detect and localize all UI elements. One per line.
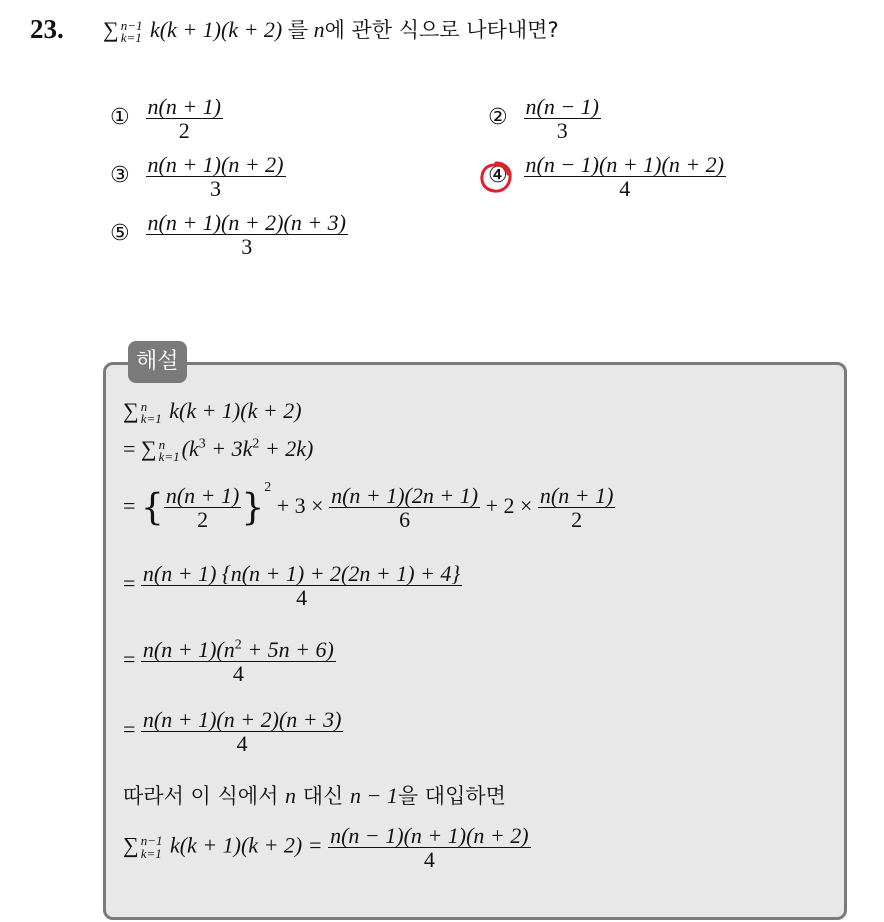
question-text [103,14,559,44]
solution-line-5: = $\frac{n(n + 1)(n^2 + 5n + 6)}{4}$ [123,637,334,687]
solution-line-7: 따라서 이 식에서 n 대신 n − 1을 대입하면 [123,783,506,808]
answer-circle-icon [478,159,514,195]
option-1[interactable] [110,95,223,142]
option-3-mark: ③ [110,162,130,188]
solution-line-6: = $\frac{n(n + 1)(n + 2)(n + 3)}{4}$ [123,707,342,757]
question-expression: k(k + 1)(k + 2) [149,17,283,42]
option-5[interactable] [110,211,348,258]
solution-line-1: ∑ n k=1 k(k + 1)(k + 2) [123,398,302,426]
solution-line-8: ∑ n−1 k=1 k(k + 1)(k + 2) = $\frac{n(n - 1)(n + 1)(n + 2)}{4}$ [123,823,529,873]
solution-line-3: = { $\frac{n(n + 1)}{2}$ }$^2$ + 3 × $\frac{n(n + 1)(2n + 1)}{6}$ + 2 × $\frac{n(n + 1)}{2}$ [123,480,614,533]
sigma-limits: n−1 k=1 [120,17,143,45]
solution-line-4: = $\frac{n(n + 1) \{n(n + 1) + 2(2n + 1) + 4\}}{4}$ [123,561,461,611]
option-3[interactable] [110,153,286,200]
option-5-mark: ⑤ [110,220,130,246]
option-1-fraction: $\frac{n(n + 1)}{2}$ [147,94,221,144]
option-4-mark: ④ [488,162,508,188]
option-2[interactable] [488,95,601,142]
sigma-symbol: ∑ [103,17,119,42]
option-1-mark: ① [110,104,130,130]
question-variable: n [313,17,325,42]
solution-tag: 해설 [128,341,187,383]
question-suffix: 에 관한 식으로 나타내면? [324,18,559,42]
option-4[interactable] [488,153,726,200]
option-2-fraction: $\frac{n(n - 1)}{3}$ [525,94,599,144]
question-number: 23. [30,14,64,44]
option-4-fraction: $\frac{n(n - 1)(n + 1)(n + 2)}{4}$ [525,152,724,202]
solution-line-2: = ∑ n k=1 $(k^3 + 3k^2 + 2k)$ [123,436,314,464]
option-5-fraction: $\frac{n(n + 1)(n + 2)(n + 3)}{3}$ [147,210,346,260]
question-particle: 를 [287,18,309,42]
option-3-fraction: $\frac{n(n + 1)(n + 2)}{3}$ [147,152,284,202]
option-2-mark: ② [488,104,508,130]
